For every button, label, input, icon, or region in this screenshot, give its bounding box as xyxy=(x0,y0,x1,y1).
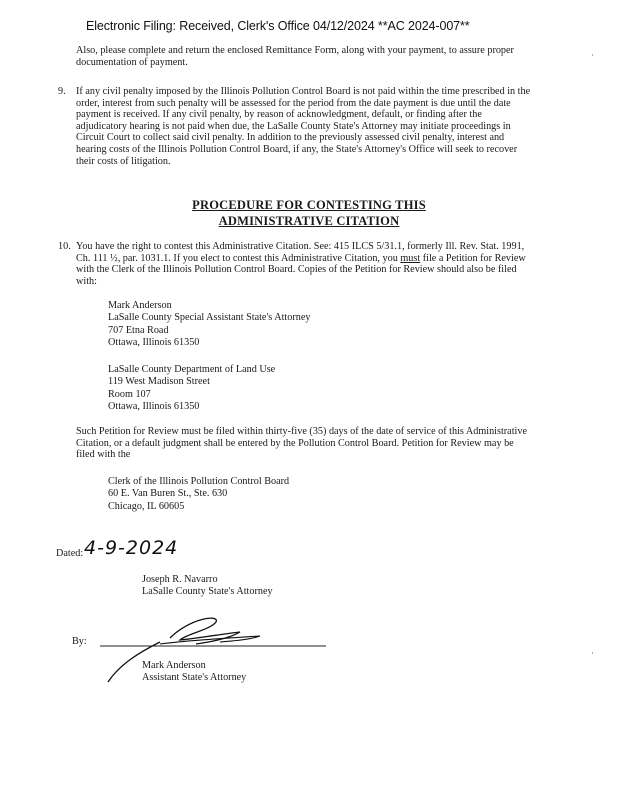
dated-label: Dated: xyxy=(56,548,84,559)
paragraph-10-text: Ch. 111 ½, par. 1031.1. If you elect to contest this Administrative Citation, you xyxy=(76,252,401,264)
address-street: 707 Etna Road xyxy=(108,324,169,336)
scan-mark: · xyxy=(591,648,594,658)
paragraph-9 xyxy=(76,86,530,167)
petition-line: Such Petition for Review must be filed within thirty-five (35) days of the date of service of this Administrative xyxy=(76,426,527,437)
intro-line: Also, please complete and return the enclosed Remittance Form, along with your payment, to assure proper xyxy=(76,45,514,56)
signer-state-attorney xyxy=(142,574,273,599)
by-label: By: xyxy=(72,636,87,647)
petition-paragraph xyxy=(76,426,527,461)
paragraph-9-line: payment is received. If any civil penalty, by reason of acknowledgment, default, or finding after the xyxy=(76,109,482,121)
signer-title: LaSalle County State's Attorney xyxy=(142,586,273,598)
paragraph-9-line: order, interest from such penalty will be assessed for the period from the date payment is due until the date xyxy=(76,97,511,109)
paragraph-9-line: If any civil penalty imposed by the Illinois Pollution Control Board is not paid within the time prescribed in the xyxy=(76,86,531,97)
address-city: Ottawa, Illinois 61350 xyxy=(108,337,200,349)
signature-stroke xyxy=(160,636,260,644)
filing-stamp: Electronic Filing: Received, Clerk's Office 04/12/2024 **AC 2024-007** xyxy=(86,19,470,33)
signer-name: Mark Anderson xyxy=(142,660,206,671)
address-block-land-use xyxy=(108,364,275,414)
address-street: 119 West Madison Street xyxy=(108,376,210,388)
paragraph-10-line: You have the right to contest this Administrative Citation. See: 415 ILCS 5/31.1, formerly Ill. Rev. Stat. 1991, xyxy=(76,241,525,252)
petition-line: Citation, or a default judgment shall be entered by the Pollution Control Board. Petition for Review may be xyxy=(76,437,514,449)
paragraph-10-number: 10. xyxy=(58,241,71,252)
address-city: Chicago, IL 60605 xyxy=(108,500,185,512)
paragraph-10-line: with: xyxy=(76,275,97,287)
address-title: LaSalle County Special Assistant State's Attorney xyxy=(108,312,311,324)
must-emphasis: must xyxy=(400,252,421,264)
signer-name: Joseph R. Navarro xyxy=(142,574,218,585)
paragraph-9-line: their costs of litigation. xyxy=(76,155,171,167)
address-city: Ottawa, Illinois 61350 xyxy=(108,401,200,413)
intro-paragraph xyxy=(76,45,514,68)
address-street: 60 E. Van Buren St., Ste. 630 xyxy=(108,488,228,500)
intro-line: documentation of payment. xyxy=(76,56,188,68)
paragraph-10 xyxy=(76,241,526,287)
scan-mark: · xyxy=(591,50,594,60)
address-name: LaSalle County Department of Land Use xyxy=(108,364,276,375)
section-heading-line2: ADMINISTRATIVE CITATION xyxy=(218,214,400,228)
paragraph-10-line: with the Clerk of the Illinois Pollution Control Board. Copies of the Petition for Review should also be filed xyxy=(76,264,517,276)
paragraph-9-line: adjudicatory hearing is not paid when due, the LaSalle County State's Attorney may initiate proceedings in xyxy=(76,120,511,132)
paragraph-9-line: hearing costs of the Illinois Pollution Control Board, if any, the State's Attorney's Office will seek to recover xyxy=(76,143,518,155)
paragraph-9-number: 9. xyxy=(58,86,66,97)
section-heading-line1: PROCEDURE FOR CONTESTING THIS xyxy=(192,198,426,212)
address-room: Room 107 xyxy=(108,388,151,400)
address-block-clerk xyxy=(108,476,289,513)
petition-line: filed with the xyxy=(76,449,131,461)
paragraph-10-text: file a Petition for Review xyxy=(420,252,526,264)
signer-assistant-attorney xyxy=(142,660,246,685)
address-block-attorney xyxy=(108,300,310,350)
signer-title: Assistant State's Attorney xyxy=(142,672,247,684)
address-name: Clerk of the Illinois Pollution Control Board xyxy=(108,476,290,487)
paragraph-9-line: Circuit Court to collect said civil penalty. In addition to the previously assessed civil penalty, interest and xyxy=(76,132,505,144)
paragraph-10-line xyxy=(76,253,526,265)
address-name: Mark Anderson xyxy=(108,300,172,311)
handwritten-date: 4-9-2024 xyxy=(84,537,179,559)
